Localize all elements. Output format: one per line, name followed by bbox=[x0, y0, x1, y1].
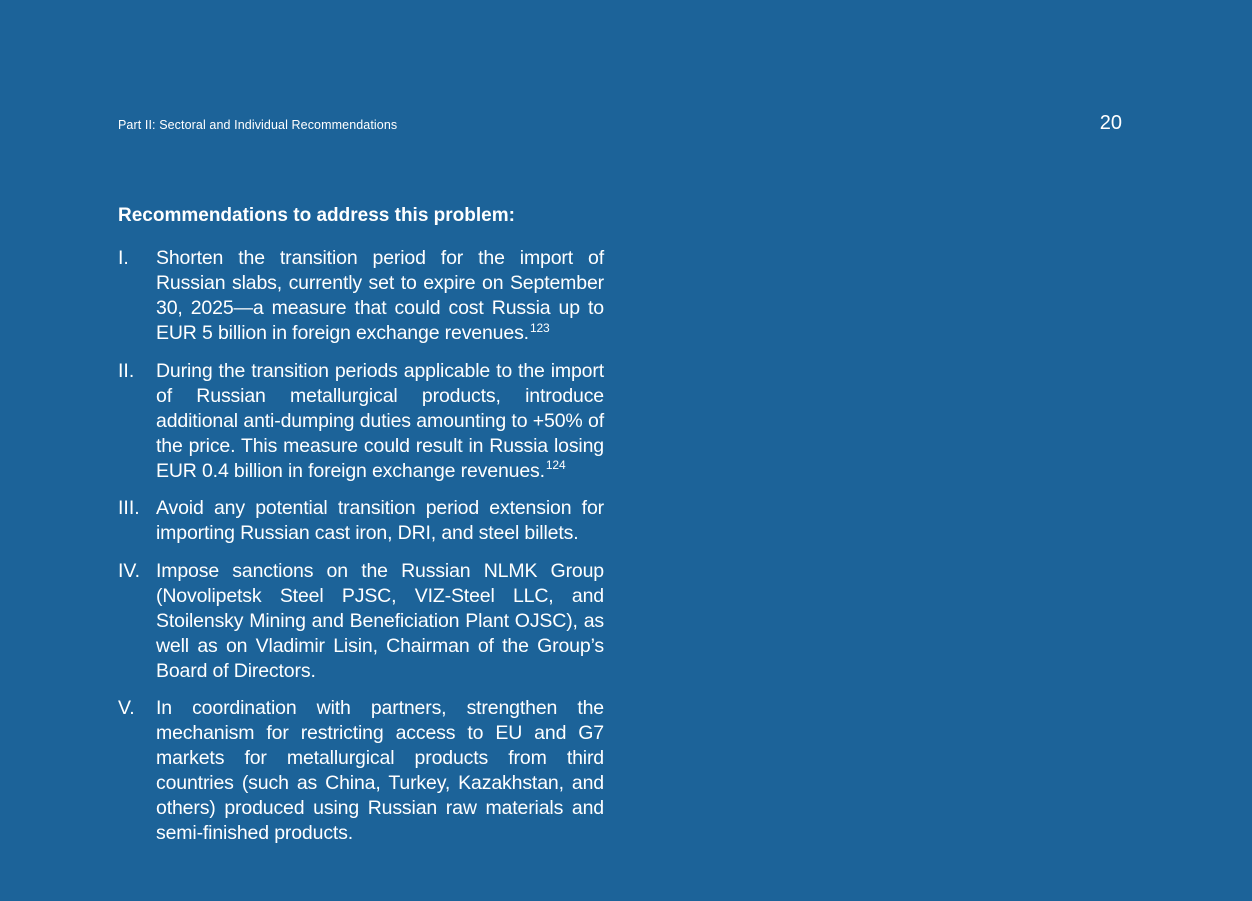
recommendation-body: Shorten the transition period for the import of Russian slabs, currently set to expire on September 30, 2025—a measure that could cost Russia up to EUR 5 billion in foreign exchange revenues. bbox=[156, 247, 604, 344]
recommendation-numeral: IV. bbox=[118, 559, 141, 582]
recommendation-item-1 bbox=[118, 246, 604, 346]
recommendation-body: Impose sanctions on the Russian NLMK Group (Novolipetsk Steel PJSC, VIZ-Steel LLC, and Stoilensky Mining and Beneficiation Plant OJSC), as well as on Vladimir Lisin, Chairman of the Group’s Board of Directors. bbox=[156, 559, 604, 682]
recommendation-item-4 bbox=[118, 559, 604, 684]
recommendation-body: In coordination with partners, strengthen the mechanism for restricting access to EU and G7 markets for metallurgical products from third countries (such as China, Turkey, Kazakhstan, and others) produced using Russian raw materials and semi-finished products. bbox=[156, 697, 604, 844]
recommendation-text bbox=[156, 359, 604, 484]
footnote-ref[interactable]: 124 bbox=[545, 458, 566, 472]
recommendation-text bbox=[156, 696, 604, 846]
recommendation-item-3 bbox=[118, 496, 604, 546]
recommendation-numeral: V. bbox=[118, 697, 135, 719]
recommendation-text bbox=[156, 246, 604, 346]
recommendation-item-5 bbox=[118, 696, 604, 846]
footnote-ref[interactable]: 123 bbox=[529, 320, 550, 335]
recommendation-body: Avoid any potential transition period extension for importing Russian cast iron, DRI, and steel billets. bbox=[156, 497, 604, 544]
running-header: Part II: Sectoral and Individual Recommendations bbox=[118, 118, 398, 132]
recommendation-item-2 bbox=[118, 359, 604, 484]
recommendation-text bbox=[156, 559, 604, 684]
section-heading: Recommendations to address this problem: bbox=[118, 205, 515, 226]
recommendation-list bbox=[118, 246, 604, 859]
recommendation-text bbox=[156, 496, 604, 546]
recommendation-numeral: I. bbox=[118, 247, 129, 269]
recommendation-numeral: III. bbox=[118, 497, 140, 519]
page-number: 20 bbox=[1099, 112, 1122, 134]
recommendation-body: During the transition periods applicable to the import of Russian metallurgical products, introduce additional anti-dumping duties amounting to +50% of the price. This measure could result in Russia losing EUR 0.4 billion in foreign exchange revenues. bbox=[156, 359, 604, 482]
recommendation-numeral: II. bbox=[118, 359, 135, 382]
